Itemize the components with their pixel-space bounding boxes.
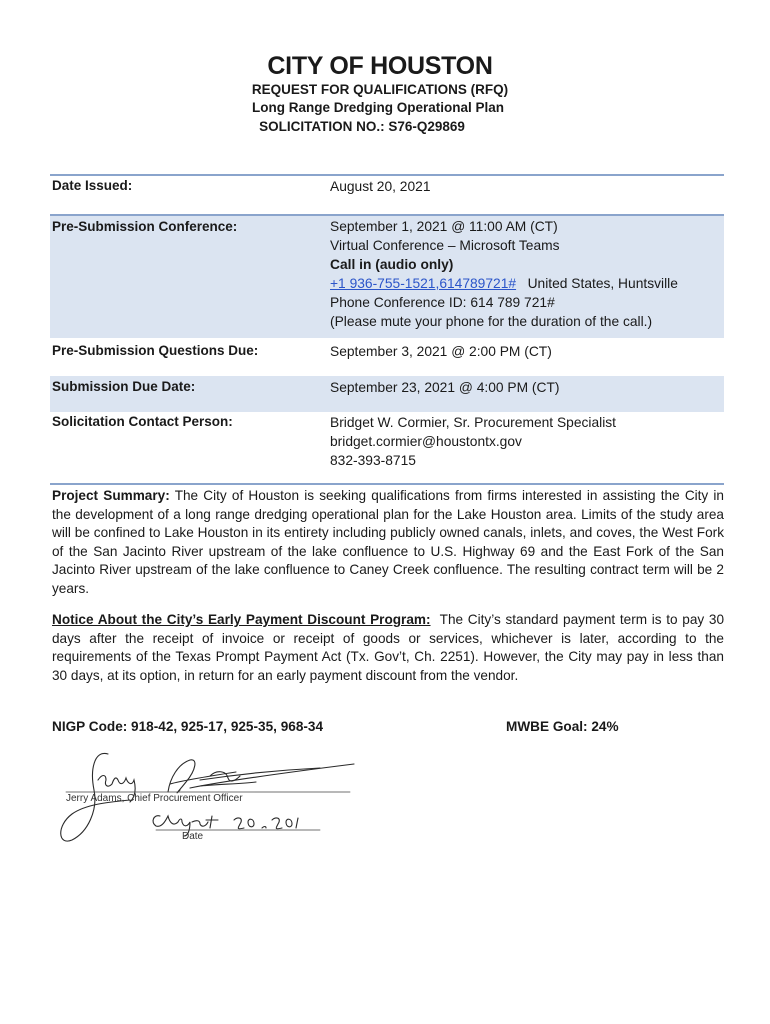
submission-due-label: Submission Due Date: [52, 379, 196, 394]
date-issued-label: Date Issued: [52, 178, 133, 193]
notice-text: The City’s standard payment term is to pay 30 days after the receipt of invoice or receipt of goods or services, whichever is later, according to the requirements of the Texas Prompt Payment Act (Tx. Gov’t, Ch. 2251). However, the City may pay in less than 30 days, at its option, in return for an early payment discount from the vendor. [52, 612, 725, 683]
row-submission-due [50, 376, 724, 412]
phone-location: United States, Huntsville [527, 276, 678, 291]
rfq-subtitle: REQUEST FOR QUALIFICATIONS (RFQ) [251, 82, 509, 97]
project-summary-text: The City of Houston is seeking qualifications from firms interested in assisting the City in the development of a long range dredging operational plan for the Lake Houston area. Limits of the study area will be confined to Lake Houston in its entirety including publicly owned canals, inlets, and coves, the West Fork of the San Jacinto River upstream of the lake confluence to U.S. Highway 69 and the East Fork of the San Jacinto River upstream of the lake confluence to Caney Creek confluence. The resulting contract term will be 2 years. [52, 488, 724, 596]
conference-details [330, 217, 678, 331]
call-in-heading: Call in (audio only) [330, 257, 454, 272]
contact-label: Solicitation Contact Person: [52, 414, 233, 429]
submission-due-value: September 23, 2021 @ 4:00 PM (CT) [330, 380, 560, 395]
project-summary [52, 487, 724, 598]
row-date-issued [50, 176, 724, 214]
contact-phone: 832-393-8715 [330, 453, 416, 468]
questions-due-label: Pre-Submission Questions Due: [52, 343, 259, 358]
solicitation-number: SOLICITATION NO.: S76-Q29869 [259, 119, 465, 134]
signer-caption: Jerry Adams, Chief Procurement Officer [66, 793, 243, 804]
row-pre-submission-conference [50, 216, 724, 338]
nigp-code: NIGP Code: 918-42, 925-17, 925-35, 968-34 [52, 719, 324, 734]
contact-details [330, 413, 616, 470]
notice-heading: Notice About the City’s Early Payment Discount Program: [52, 612, 431, 627]
row-contact [50, 412, 724, 482]
early-payment-notice [52, 611, 724, 685]
conference-id: Phone Conference ID: 614 789 721# [330, 295, 555, 310]
signature-block [50, 740, 370, 860]
conference-label: Pre-Submission Conference: [52, 219, 238, 234]
contact-email[interactable]: bridget.cormier@houstontx.gov [330, 434, 522, 449]
phone-link[interactable]: +1 936-755-1521,614789721# [330, 276, 517, 291]
project-name: Long Range Dredging Operational Plan [251, 100, 505, 115]
conference-platform: Virtual Conference – Microsoft Teams [330, 238, 560, 253]
date-issued-value: August 20, 2021 [330, 179, 431, 194]
contact-name: Bridget W. Cormier, Sr. Procurement Specialist [330, 415, 617, 430]
project-summary-heading: Project Summary: [52, 488, 170, 503]
row-questions-due [50, 338, 724, 376]
mwbe-goal: MWBE Goal: 24% [506, 719, 619, 734]
phone-line [330, 274, 678, 293]
date-caption: Date [182, 831, 204, 842]
questions-due-value: September 3, 2021 @ 2:00 PM (CT) [330, 344, 552, 359]
divider [50, 483, 724, 485]
conference-datetime: September 1, 2021 @ 11:00 AM (CT) [330, 219, 558, 234]
mute-note: (Please mute your phone for the duration of the call.) [330, 314, 653, 329]
page-title: CITY OF HOUSTON [267, 52, 493, 80]
